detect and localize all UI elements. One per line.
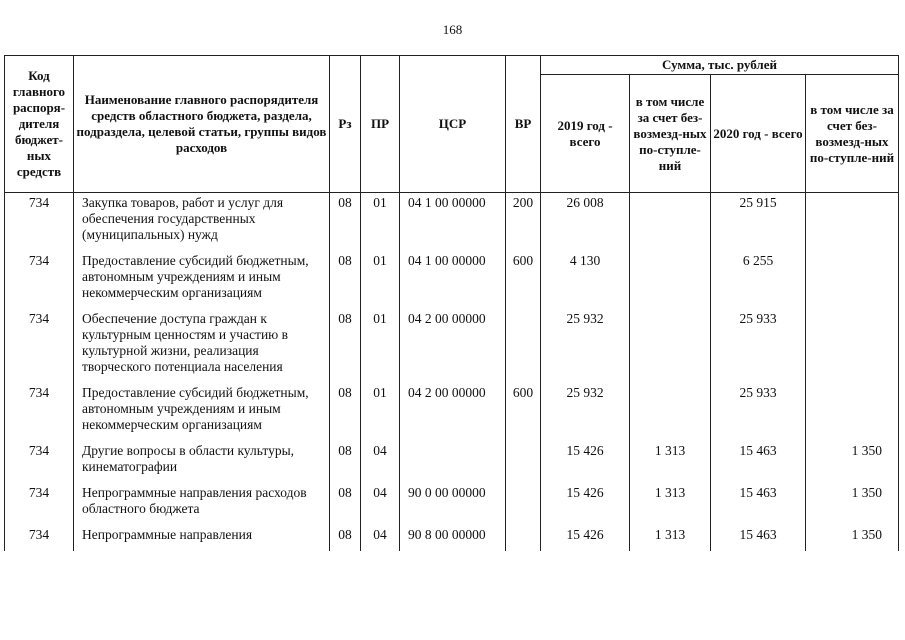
- cell-code: 734: [5, 441, 74, 483]
- cell-pr: 04: [361, 441, 400, 483]
- header-pr: ПР: [361, 56, 400, 193]
- cell-vr: [506, 525, 541, 551]
- table-row: [5, 525, 899, 551]
- header-name: Наименование главного распорядителя средств областного бюджета, раздела, подраздела, целевой статьи, группы видов расходов: [74, 56, 330, 193]
- cell-name: Предоставление субсидий бюджетным, автономным учреждениям и иным некоммерческим организациям: [74, 383, 330, 441]
- cell-csr: 04 2 00 00000: [400, 309, 506, 383]
- cell-vr: 600: [506, 251, 541, 309]
- cell-csr: 90 8 00 00000: [400, 525, 506, 551]
- cell-pr: 04: [361, 483, 400, 525]
- cell-rz: 08: [330, 383, 361, 441]
- table-body: [5, 193, 899, 552]
- cell-2020-total: 25 933: [711, 309, 806, 383]
- cell-name: Предоставление субсидий бюджетным, автономным учреждениям и иным некоммерческим организациям: [74, 251, 330, 309]
- table-row: [5, 193, 899, 252]
- table-row: [5, 441, 899, 483]
- cell-csr: 04 1 00 00000: [400, 251, 506, 309]
- cell-csr: [400, 441, 506, 483]
- cell-2020-free: [806, 383, 899, 441]
- header-rz: Рз: [330, 56, 361, 193]
- table-row: [5, 251, 899, 309]
- cell-2019-free: [630, 383, 711, 441]
- cell-2020-total: 6 255: [711, 251, 806, 309]
- cell-2020-free: [806, 309, 899, 383]
- cell-2019-total: 15 426: [541, 525, 630, 551]
- cell-2019-total: 25 932: [541, 383, 630, 441]
- cell-csr: 90 0 00 00000: [400, 483, 506, 525]
- cell-rz: 08: [330, 441, 361, 483]
- cell-code: 734: [5, 309, 74, 383]
- cell-2019-free: [630, 251, 711, 309]
- page-number: 168: [442, 22, 463, 37]
- cell-rz: 08: [330, 483, 361, 525]
- cell-pr: 04: [361, 525, 400, 551]
- cell-2019-total: 26 008: [541, 193, 630, 252]
- table-row: [5, 383, 899, 441]
- cell-csr: 04 2 00 00000: [400, 383, 506, 441]
- cell-rz: 08: [330, 309, 361, 383]
- cell-2020-free: 1 350: [806, 525, 899, 551]
- cell-2020-total: 15 463: [711, 483, 806, 525]
- cell-name: Закупка товаров, работ и услуг для обеспечения государственных (муниципальных) нужд: [74, 193, 330, 252]
- cell-2019-free: 1 313: [630, 441, 711, 483]
- cell-pr: 01: [361, 383, 400, 441]
- cell-code: 734: [5, 525, 74, 551]
- header-vr: ВР: [506, 56, 541, 193]
- cell-rz: 08: [330, 193, 361, 252]
- cell-name: Непрограммные направления расходов областного бюджета: [74, 483, 330, 525]
- cell-2019-total: 4 130: [541, 251, 630, 309]
- cell-name: Обеспечение доступа граждан к культурным ценностям и участию в культурной жизни, реализация творческого потенциала населения: [74, 309, 330, 383]
- cell-pr: 01: [361, 193, 400, 252]
- cell-code: 734: [5, 193, 74, 252]
- cell-vr: 200: [506, 193, 541, 252]
- cell-code: 734: [5, 483, 74, 525]
- cell-name: Другие вопросы в области культуры, кинематографии: [74, 441, 330, 483]
- table-row: [5, 309, 899, 383]
- cell-2019-total: 25 932: [541, 309, 630, 383]
- budget-table: [4, 55, 899, 551]
- header-csr: ЦСР: [400, 56, 506, 193]
- header-2019-total: 2019 год - всего: [541, 75, 630, 193]
- cell-2020-free: 1 350: [806, 483, 899, 525]
- table-header: [5, 56, 899, 193]
- cell-2019-free: 1 313: [630, 483, 711, 525]
- cell-2019-total: 15 426: [541, 483, 630, 525]
- cell-vr: 600: [506, 383, 541, 441]
- cell-2020-total: 25 915: [711, 193, 806, 252]
- table-row: [5, 483, 899, 525]
- cell-vr: [506, 309, 541, 383]
- cell-2020-total: 25 933: [711, 383, 806, 441]
- cell-2019-total: 15 426: [541, 441, 630, 483]
- cell-name: Непрограммные направления: [74, 525, 330, 551]
- cell-pr: 01: [361, 251, 400, 309]
- cell-2020-free: [806, 193, 899, 252]
- cell-rz: 08: [330, 251, 361, 309]
- cell-2019-free: 1 313: [630, 525, 711, 551]
- cell-2020-total: 15 463: [711, 525, 806, 551]
- cell-2020-free: [806, 251, 899, 309]
- cell-2020-free: 1 350: [806, 441, 899, 483]
- cell-2019-free: [630, 193, 711, 252]
- cell-2019-free: [630, 309, 711, 383]
- cell-vr: [506, 483, 541, 525]
- header-2020-total: 2020 год - всего: [711, 75, 806, 193]
- header-sum-group: Сумма, тыс. рублей: [541, 56, 899, 75]
- header-2019-free: в том числе за счет без-возмезд-ных по-ступле-ний: [630, 75, 711, 193]
- cell-csr: 04 1 00 00000: [400, 193, 506, 252]
- cell-rz: 08: [330, 525, 361, 551]
- cell-pr: 01: [361, 309, 400, 383]
- cell-code: 734: [5, 383, 74, 441]
- header-code: Код главного распоря-дителя бюджет-ных средств: [5, 56, 74, 193]
- cell-code: 734: [5, 251, 74, 309]
- cell-vr: [506, 441, 541, 483]
- cell-2020-total: 15 463: [711, 441, 806, 483]
- header-2020-free: в том числе за счет без-возмезд-ных по-ступле-ний: [806, 75, 899, 193]
